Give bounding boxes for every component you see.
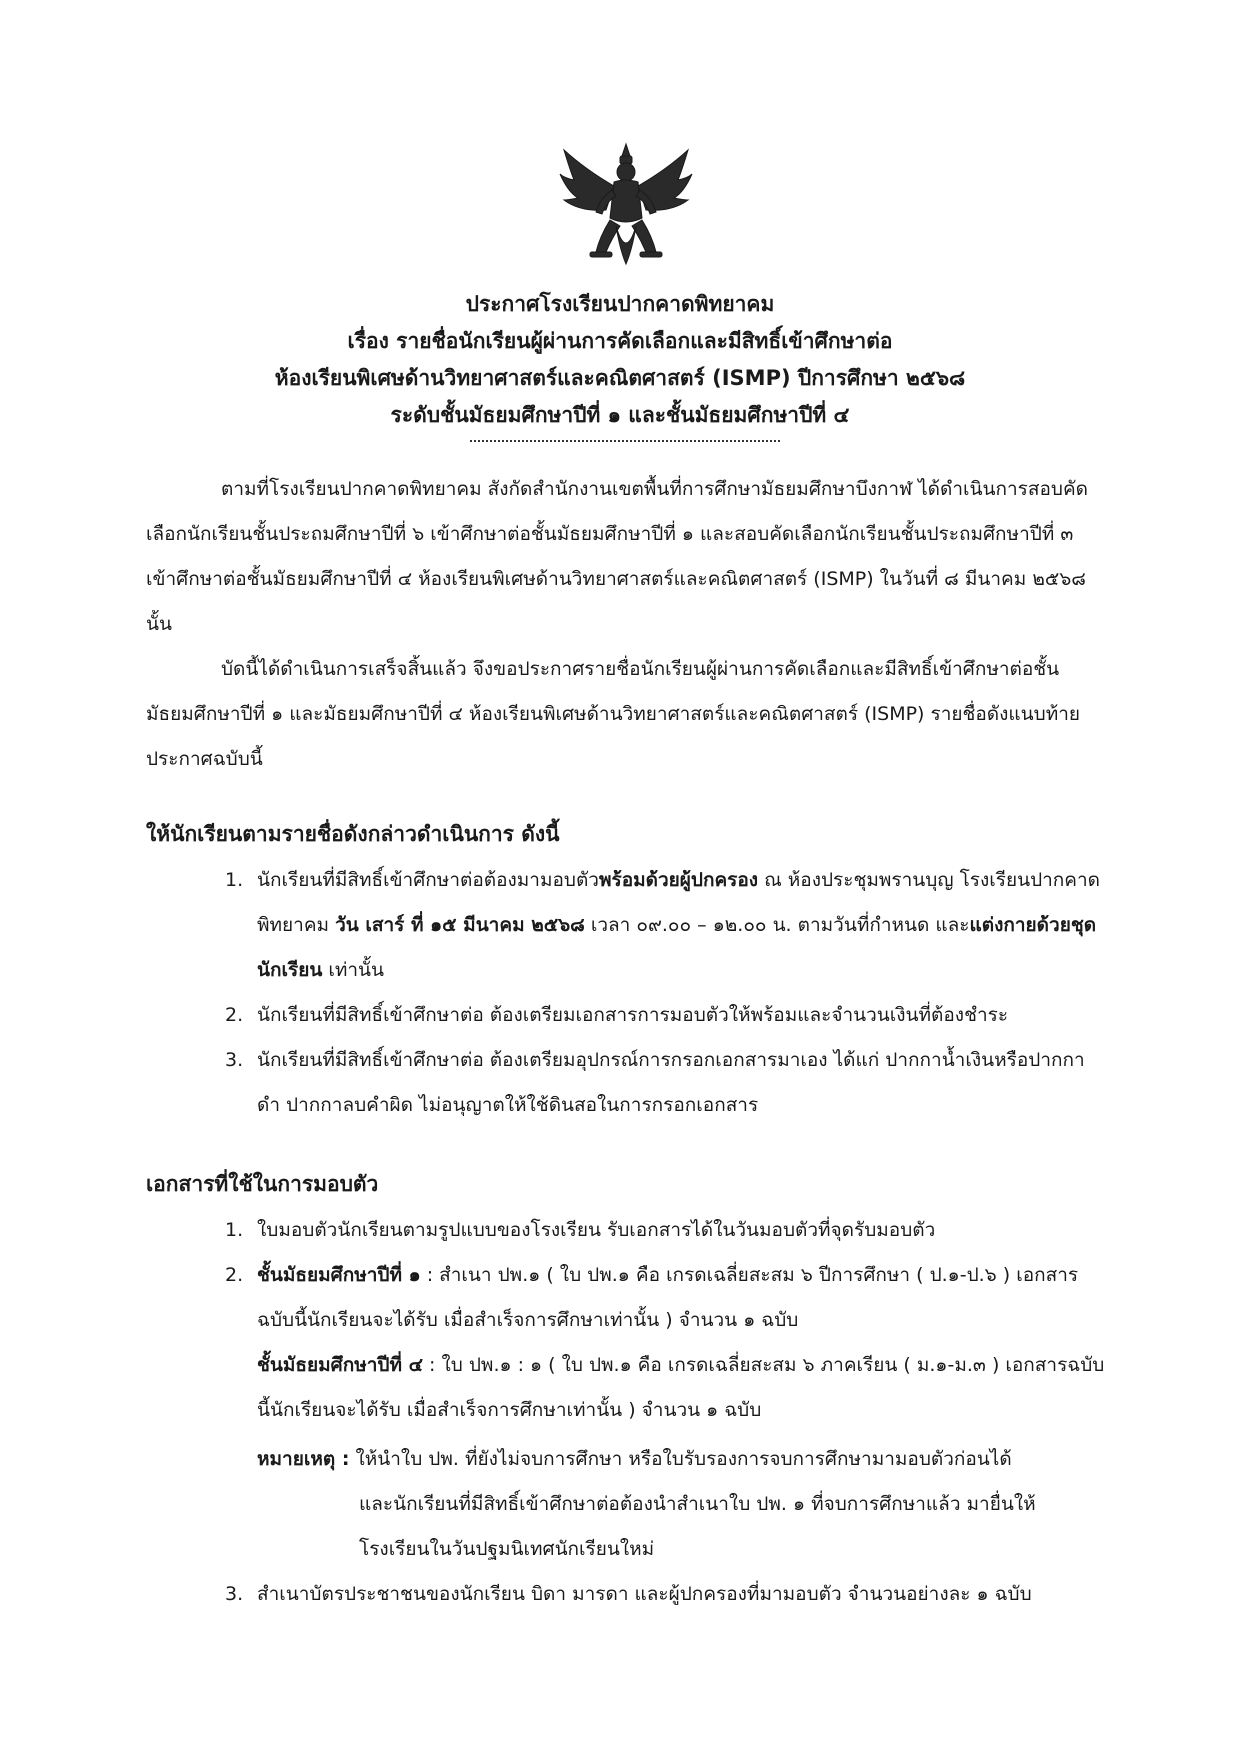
section-instructions-title: ให้นักเรียนตามรายชื่อดังกล่าวดำเนินการ ดังนี้: [146, 822, 560, 846]
instruction-item: [225, 993, 1105, 1038]
item-number: 2.: [225, 1264, 244, 1286]
dotted-divider: [470, 440, 780, 442]
intro-paragraph-1: ตามที่โรงเรียนปากคาดพิทยาคม สังกัดสำนักงานเขตพื้นที่การศึกษามัธยมศึกษาบึงกาฬ ได้ดำเนินการสอบคัดเลือกนักเรียนชั้นประถมศึกษาปีที่ ๖ เข้าศึกษาต่อชั้นมัธยมศึกษาปีที่ ๑ และสอบคัดเลือกนักเรียนชั้นประถมศึกษาปีที่ ๓ เข้าศึกษาต่อชั้นมัธยมศึกษาปีที่ ๔ ห้องเรียนพิเศษด้านวิทยาศาสตร์และคณิตศาสตร์ (ISMP) ในวันที่ ๘ มีนาคม ๒๕๖๘ นั้น: [146, 478, 1088, 635]
heading-level: ระดับชั้นมัธยมศึกษาปีที่ ๑ และชั้นมัธยมศึกษาปีที่ ๔: [390, 403, 850, 427]
item-text: ใบมอบตัวนักเรียนตามรูปแบบของโรงเรียน รับเอกสารได้ในวันมอบตัวที่จุดรับมอบตัว: [257, 1219, 936, 1241]
item-text: นักเรียนที่มีสิทธิ์เข้าศึกษาต่อต้องมามอบตัว: [257, 869, 599, 891]
item-text: เวลา ๐๙.๐๐ – ๑๒.๐๐ น. ตามวันที่กำหนด และ: [584, 914, 970, 936]
instructions-list: [225, 858, 1105, 1128]
document-item: [225, 1572, 1105, 1617]
document-item: [225, 1253, 1105, 1572]
item-number: 3.: [225, 1049, 244, 1071]
grade-m1-requirement: [257, 1253, 1105, 1343]
item-text: เท่านั้น: [322, 959, 385, 981]
item-text: สำเนาบัตรประชาชนของนักเรียน บิดา มารดา และผู้ปกครองที่มามอบตัว จำนวนอย่างละ ๑ ฉบับ: [257, 1583, 1032, 1605]
item-text: นักเรียนที่มีสิทธิ์เข้าศึกษาต่อ ต้องเตรียมอุปกรณ์การกรอกเอกสารมาเอง ได้แก่ ปากกาน้ำเงินหรือปากกาดำ ปากกาลบคำผิด ไม่อนุญาตให้ใช้ดินสอในการกรอกเอกสาร: [257, 1049, 1085, 1116]
garuda-emblem-icon: [556, 140, 696, 270]
grade-m4-requirement: [257, 1343, 1105, 1433]
heading-program: ห้องเรียนพิเศษด้านวิทยาศาสตร์และคณิตศาสตร์ (ISMP) ปีการศึกษา ๒๕๖๘: [274, 366, 966, 390]
documents-list: [225, 1208, 1105, 1617]
remark-text: ให้นำใบ ปพ. ที่ยังไม่จบการศึกษา หรือใบรับรองการจบการศึกษามามอบตัวก่อนได้: [349, 1448, 1012, 1470]
remark-continuation: และนักเรียนที่มีสิทธิ์เข้าศึกษาต่อต้องนำสำเนาใบ ปพ. ๑ ที่จบการศึกษาแล้ว มายื่นให้โรงเรียนในวันปฐมนิเทศนักเรียนใหม่: [359, 1493, 1036, 1560]
item-number: 2.: [225, 1004, 244, 1026]
item-emphasis: พร้อมด้วยผู้ปกครอง: [598, 869, 759, 891]
remark-label: หมายเหตุ :: [257, 1448, 350, 1470]
item-date: วัน เสาร์ ที่ ๑๕ มีนาคม ๒๕๖๘: [335, 914, 585, 936]
item-text: นักเรียนที่มีสิทธิ์เข้าศึกษาต่อ ต้องเตรียมเอกสารการมอบตัวให้พร้อมและจำนวนเงินที่ต้องชำระ: [257, 1004, 1009, 1026]
intro-body: [146, 467, 1106, 782]
instruction-item: [225, 1038, 1105, 1128]
item-text: ณ ห้องประชุมพรานบุญ โรงเรียนปากคาดพิทยาคม: [257, 869, 1101, 936]
item-emphasis: แต่งกายด้วยชุดนักเรียน: [257, 914, 1097, 981]
heading-subject: เรื่อง รายชื่อนักเรียนผู้ผ่านการคัดเลือกและมีสิทธิ์เข้าศึกษาต่อ: [347, 329, 893, 353]
item-number: 1.: [225, 1219, 244, 1241]
intro-paragraph-2: บัดนี้ได้ดำเนินการเสร็จสิ้นแล้ว จึงขอประกาศรายชื่อนักเรียนผู้ผ่านการคัดเลือกและมีสิทธิ์เข้าศึกษาต่อชั้นมัธยมศึกษาปีที่ ๑ และมัธยมศึกษาปีที่ ๔ ห้องเรียนพิเศษด้านวิทยาศาสตร์และคณิตศาสตร์ (ISMP) รายชื่อดังแนบท้ายประกาศฉบับนี้: [146, 658, 1081, 770]
grade-m4-text: : ใบ ปพ.๑ : ๑ ( ใบ ปพ.๑ คือ เกรดเฉลี่ยสะสม ๖ ภาคเรียน ( ม.๑-ม.๓ ) เอกสารฉบับนี้นักเรียนจะได้รับ เมื่อสำเร็จการศึกษาเท่านั้น ) จำนวน ๑ ฉบับ: [257, 1354, 1105, 1421]
document-item: [225, 1208, 1105, 1253]
remark-note: [257, 1437, 1105, 1572]
instruction-item: [225, 858, 1105, 993]
section-documents-title: เอกสารที่ใช้ในการมอบตัว: [146, 1172, 379, 1196]
item-number: 1.: [225, 869, 244, 891]
grade-m1-text: : สำเนา ปพ.๑ ( ใบ ปพ.๑ คือ เกรดเฉลี่ยสะสม ๖ ปีการศึกษา ( ป.๑-ป.๖ ) เอกสารฉบับนี้นักเรียนจะได้รับ เมื่อสำเร็จการศึกษาเท่านั้น ) จำนวน ๑ ฉบับ: [257, 1264, 1079, 1331]
item-number: 3.: [225, 1583, 244, 1605]
heading-title: ประกาศโรงเรียนปากคาดพิทยาคม: [465, 292, 775, 316]
grade-m4-label: ชั้นมัธยมศึกษาปีที่ ๔: [257, 1354, 423, 1376]
grade-m1-label: ชั้นมัธยมศึกษาปีที่ ๑: [257, 1264, 421, 1286]
